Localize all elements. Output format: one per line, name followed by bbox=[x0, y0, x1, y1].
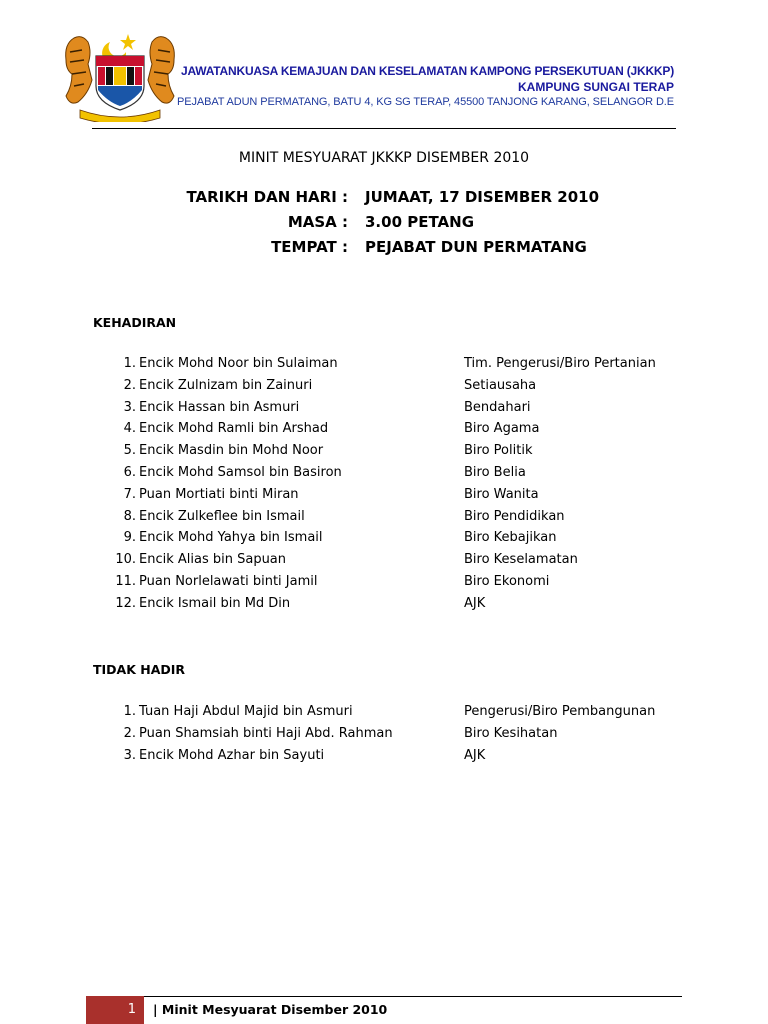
meta-value: PEJABAT DUN PERMATANG bbox=[365, 238, 587, 256]
member-name: Encik Mohd Ramli bin Arshad bbox=[139, 421, 329, 437]
member-role: AJK bbox=[464, 747, 486, 763]
member-name: Encik Mohd Yahya bin Ismail bbox=[139, 530, 323, 546]
item-number: 3. bbox=[123, 399, 136, 415]
item-number: 1. bbox=[123, 704, 136, 719]
member-role: Biro Agama bbox=[464, 421, 540, 437]
organization-name: JAWATANKUASA KEMAJUAN DAN KESELAMATAN KAMPONG PERSEKUTUAN (JKKKP) bbox=[180, 64, 674, 78]
list-item bbox=[0, 530, 768, 552]
item-number: 5. bbox=[123, 443, 136, 459]
item-number: 10. bbox=[115, 552, 136, 568]
list-item bbox=[0, 748, 768, 770]
item-number: 11. bbox=[115, 573, 136, 589]
attendance-list bbox=[0, 356, 768, 618]
member-name: Puan Shamsiah binti Haji Abd. Rahman bbox=[139, 725, 393, 741]
member-name: Encik Zulkeflee bin Ismail bbox=[139, 508, 305, 524]
member-role: Biro Ekonomi bbox=[464, 573, 550, 589]
village-name: KAMPUNG SUNGAI TERAP bbox=[517, 80, 674, 94]
list-item bbox=[0, 378, 768, 400]
meta-date-row bbox=[0, 188, 768, 208]
header-divider bbox=[92, 128, 676, 129]
list-item bbox=[0, 552, 768, 574]
meta-value: 3.00 PETANG bbox=[365, 213, 475, 231]
item-number: 1. bbox=[123, 356, 136, 371]
item-number: 7. bbox=[123, 486, 136, 502]
member-name: Encik Mohd Azhar bin Sayuti bbox=[139, 747, 325, 763]
member-name: Encik Mohd Noor bin Sulaiman bbox=[139, 356, 338, 371]
member-role: AJK bbox=[464, 595, 486, 611]
coat-of-arms-logo bbox=[62, 30, 178, 122]
footer-divider bbox=[86, 996, 682, 997]
list-item bbox=[0, 421, 768, 443]
member-name: Puan Mortiati binti Miran bbox=[139, 486, 299, 502]
member-role: Biro Kesihatan bbox=[464, 725, 558, 741]
list-item bbox=[0, 487, 768, 509]
member-name: Encik Masdin bin Mohd Noor bbox=[139, 443, 324, 459]
member-name: Encik Alias bin Sapuan bbox=[139, 552, 287, 568]
member-name: Puan Norlelawati binti Jamil bbox=[139, 573, 318, 589]
list-item bbox=[0, 704, 768, 726]
member-role: Biro Wanita bbox=[464, 486, 539, 502]
page-number-box bbox=[86, 996, 144, 1024]
item-number: 2. bbox=[123, 377, 136, 393]
item-number: 4. bbox=[123, 421, 136, 437]
member-role: Tim. Pengerusi/Biro Pertanian bbox=[464, 356, 656, 371]
list-item bbox=[0, 443, 768, 465]
office-address: PEJABAT ADUN PERMATANG, BATU 4, KG SG TERAP, 45500 TANJONG KARANG, SELANGOR D.E bbox=[176, 96, 674, 108]
meta-value: JUMAAT, 17 DISEMBER 2010 bbox=[365, 188, 600, 206]
meta-label: TEMPAT : bbox=[271, 238, 348, 256]
member-role: Biro Keselamatan bbox=[464, 552, 578, 568]
member-role: Biro Pendidikan bbox=[464, 508, 565, 524]
meta-label: MASA : bbox=[287, 213, 348, 231]
item-number: 6. bbox=[123, 464, 136, 480]
item-number: 12. bbox=[115, 595, 136, 611]
item-number: 3. bbox=[123, 747, 136, 763]
list-item bbox=[0, 356, 768, 378]
absent-heading: TIDAK HADIR bbox=[93, 662, 186, 677]
member-role: Pengerusi/Biro Pembangunan bbox=[464, 704, 656, 719]
member-role: Setiausaha bbox=[464, 377, 537, 393]
page-number: 1 bbox=[127, 1002, 136, 1017]
list-item bbox=[0, 574, 768, 596]
member-role: Bendahari bbox=[464, 399, 531, 415]
member-role: Biro Kebajikan bbox=[464, 530, 557, 546]
member-name: Encik Ismail bin Md Din bbox=[139, 595, 291, 611]
item-number: 2. bbox=[123, 725, 136, 741]
list-item bbox=[0, 400, 768, 422]
list-item bbox=[0, 509, 768, 531]
item-number: 8. bbox=[123, 508, 136, 524]
attendance-heading: KEHADIRAN bbox=[93, 315, 177, 330]
meta-label: TARIKH DAN HARI : bbox=[186, 188, 348, 206]
member-name: Encik Mohd Samsol bin Basiron bbox=[139, 464, 342, 480]
member-name: Tuan Haji Abdul Majid bin Asmuri bbox=[139, 704, 353, 719]
member-name: Encik Zulnizam bin Zainuri bbox=[139, 377, 313, 393]
document-title: MINIT MESYUARAT JKKKP DISEMBER 2010 bbox=[238, 150, 530, 166]
list-item bbox=[0, 726, 768, 748]
meta-time-row bbox=[0, 213, 768, 233]
list-item bbox=[0, 465, 768, 487]
item-number: 9. bbox=[123, 530, 136, 546]
member-role: Biro Belia bbox=[464, 464, 526, 480]
absent-list bbox=[0, 704, 768, 769]
member-name: Encik Hassan bin Asmuri bbox=[139, 399, 300, 415]
list-item bbox=[0, 596, 768, 618]
meta-place-row bbox=[0, 238, 768, 258]
footer-title: | Minit Mesyuarat Disember 2010 bbox=[153, 1002, 388, 1017]
member-role: Biro Politik bbox=[464, 443, 533, 459]
